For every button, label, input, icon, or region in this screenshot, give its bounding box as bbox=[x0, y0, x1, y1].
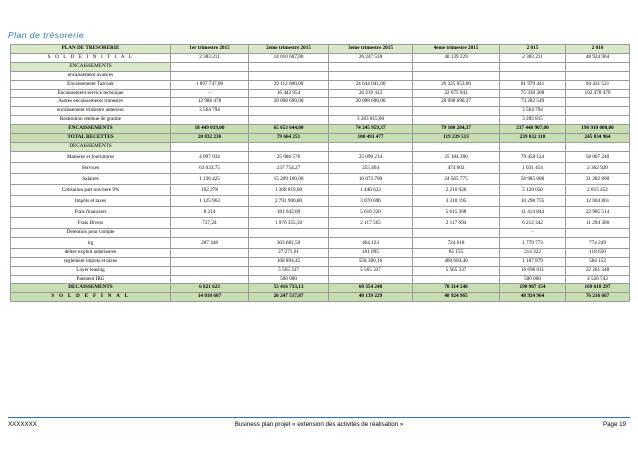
cell-value: 5 615 368 bbox=[413, 206, 500, 217]
cell-value: 3 283 815,00 bbox=[329, 116, 413, 125]
cell-value: 5 565 337 bbox=[329, 266, 413, 275]
cell-value bbox=[329, 107, 413, 116]
cell-value bbox=[566, 107, 630, 116]
cell-value: 3 564 794 bbox=[500, 107, 566, 116]
cell-value: 56 985 000 bbox=[500, 173, 566, 184]
cell-value: 118 650 bbox=[566, 248, 630, 257]
cell-value bbox=[413, 116, 500, 125]
decaissements-section bbox=[11, 142, 630, 151]
cell-value: 16 073 700 bbox=[329, 173, 413, 184]
cell-value: 474 602 bbox=[413, 162, 500, 173]
empty-cell bbox=[413, 142, 500, 151]
cell-value: 20 098 690,00 bbox=[329, 98, 413, 107]
empty-cell bbox=[566, 62, 630, 71]
cell-value: 1 125 963 bbox=[171, 195, 249, 206]
cell-value bbox=[171, 116, 249, 125]
row-label: Cotisation part ouvriere 9% bbox=[11, 184, 171, 195]
cell-value: 6 212 342 bbox=[500, 217, 566, 228]
cell-value: 3 564 794 bbox=[171, 107, 249, 116]
table-row bbox=[11, 248, 630, 257]
footer-title: Business plan projet « extension des activités de réalisation » bbox=[234, 421, 404, 428]
empty-cell bbox=[249, 62, 329, 71]
cell-value: 20 098 690,00 bbox=[249, 98, 329, 107]
cell-value: 75 338 308 bbox=[500, 89, 566, 98]
row-label: Encaissement service technique bbox=[11, 89, 171, 98]
empty-cell bbox=[249, 142, 329, 151]
empty-cell bbox=[329, 142, 413, 151]
cell-value: 2 015 bbox=[500, 45, 566, 54]
cell-value: 3eme trimestre 2015 bbox=[329, 45, 413, 54]
cell-value: 3 070 696 bbox=[329, 195, 413, 206]
table-row bbox=[11, 257, 630, 266]
cell-value bbox=[171, 71, 249, 80]
cell-value: 1 779 773 bbox=[500, 237, 566, 248]
table-row bbox=[11, 173, 630, 184]
cell-value bbox=[566, 116, 630, 125]
section-label: ENCAISSEMENTS bbox=[11, 62, 171, 71]
cell-value: 2 117 565 bbox=[329, 217, 413, 228]
row-label: encaissement avances bbox=[11, 71, 171, 80]
cell-value: 5 610 220 bbox=[329, 206, 413, 217]
table-row bbox=[11, 195, 630, 206]
cell-value: - bbox=[500, 228, 566, 237]
row-label: Services bbox=[11, 162, 171, 173]
cell-value: 40 139 229 bbox=[413, 53, 500, 62]
cell-value: 5 565 337 bbox=[413, 266, 500, 275]
row-label: S O L D E I N I T I A L bbox=[11, 53, 171, 62]
table-header bbox=[11, 45, 630, 54]
cell-value: 1er trimestre 2015 bbox=[171, 45, 249, 54]
cell-value: 25 086 576 bbox=[249, 151, 329, 162]
cell-value bbox=[500, 71, 566, 80]
cell-value: 1 897 747,00 bbox=[171, 80, 249, 89]
footer-left: XXXXXXX bbox=[8, 421, 37, 428]
cell-value: 79 100 284,37 bbox=[413, 125, 500, 134]
cell-value: 20 832 230 bbox=[171, 134, 249, 143]
cell-value bbox=[413, 71, 500, 80]
cell-value: 11 294 368 bbox=[566, 217, 630, 228]
total-recettes-row bbox=[11, 134, 630, 143]
row-label: reglement impots et taxes bbox=[11, 257, 171, 266]
cell-value: 26 325 653,00 bbox=[413, 80, 500, 89]
cell-value: 74 245 959,37 bbox=[329, 125, 413, 134]
table-row bbox=[11, 228, 630, 237]
cell-value bbox=[171, 228, 249, 237]
cell-value: 500 000 bbox=[249, 275, 329, 284]
table-row bbox=[11, 151, 630, 162]
cell-value: 5 128 650 bbox=[500, 184, 566, 195]
cell-value: 76 216 667 bbox=[566, 293, 630, 302]
treasury-table bbox=[10, 44, 630, 302]
cell-value: 12 604 861 bbox=[566, 195, 630, 206]
cell-value: 79 664 251 bbox=[249, 134, 329, 143]
cell-value: 1 136 425 bbox=[171, 173, 249, 184]
empty-cell bbox=[413, 62, 500, 71]
cell-value bbox=[566, 71, 630, 80]
cell-value: 85 155 bbox=[413, 248, 500, 257]
cell-value bbox=[171, 257, 249, 266]
cell-value: 29 112 000,00 bbox=[249, 80, 329, 89]
cell-value: 73 282 549 bbox=[500, 98, 566, 107]
cell-value: 287 348 bbox=[171, 237, 249, 248]
cell-value: 102 278 bbox=[171, 184, 249, 195]
row-label: Frais Divers bbox=[11, 217, 171, 228]
cell-value: 40 139 229 bbox=[329, 293, 413, 302]
cell-value: 237 754,27 bbox=[249, 162, 329, 173]
cell-value: 4 526 743 bbox=[566, 275, 630, 284]
cell-value: 48 924 964 bbox=[500, 293, 566, 302]
cell-value: 26 219 413 bbox=[329, 89, 413, 98]
cell-value: 190 907 154 bbox=[500, 284, 566, 293]
cell-value: 81 979 441 bbox=[500, 80, 566, 89]
cell-value: 102 478 479 bbox=[566, 89, 630, 98]
cell-value: 500 000 bbox=[500, 275, 566, 284]
row-label: Detention pour compte bbox=[11, 228, 171, 237]
cell-value bbox=[413, 228, 500, 237]
table-row bbox=[11, 266, 630, 275]
cell-value: 2 016 bbox=[566, 45, 630, 54]
table-row bbox=[11, 237, 630, 248]
cell-value bbox=[249, 116, 329, 125]
row-label: Matieres et fournitures bbox=[11, 151, 171, 162]
cell-value: 10 298 755 bbox=[500, 195, 566, 206]
row-label: Encaissement Tazrouk bbox=[11, 80, 171, 89]
table-row bbox=[11, 71, 630, 80]
cell-value: 22 261 348 bbox=[566, 266, 630, 275]
cell-value: 558 380,16 bbox=[329, 257, 413, 266]
empty-cell bbox=[171, 142, 249, 151]
cell-value: 727,24 bbox=[171, 217, 249, 228]
cell-value: 70 314 548 bbox=[413, 284, 500, 293]
cell-value: 2eme trimestre 2015 bbox=[249, 45, 329, 54]
cell-value: 53 416 733,13 bbox=[249, 284, 329, 293]
solde-final-row bbox=[11, 293, 630, 302]
cell-value: 15 209 100,00 bbox=[249, 173, 329, 184]
row-label: DECAISSEMENTS bbox=[11, 284, 171, 293]
cell-value: 24 644 041,00 bbox=[329, 80, 413, 89]
cell-value: 11 414 844 bbox=[500, 206, 566, 217]
cell-value: 100 493 477 bbox=[329, 134, 413, 143]
cell-value: 303 682,50 bbox=[249, 237, 329, 248]
row-label: dettes exploit antérieures bbox=[11, 248, 171, 257]
row-label: Autres encaissements trimestre bbox=[11, 98, 171, 107]
row-label: TOTAL RECETTES bbox=[11, 134, 171, 143]
cell-value bbox=[249, 228, 329, 237]
table-row bbox=[11, 80, 630, 89]
row-label: irg bbox=[11, 237, 171, 248]
empty-cell bbox=[566, 142, 630, 151]
cell-value: 245 834 964 bbox=[566, 134, 630, 143]
cell-value: 2 210 920 bbox=[413, 184, 500, 195]
cell-value bbox=[171, 248, 249, 257]
table-row bbox=[11, 162, 630, 173]
total-encaissements-row bbox=[11, 125, 630, 134]
cell-value bbox=[329, 275, 413, 284]
cell-value: 20 098 690,37 bbox=[413, 98, 500, 107]
solde-initial-row bbox=[11, 53, 630, 62]
empty-cell bbox=[500, 142, 566, 151]
cell-value: 3 310 195 bbox=[413, 195, 500, 206]
row-label: Paement IRG bbox=[11, 275, 171, 284]
page-number: Page 19 bbox=[602, 421, 626, 428]
table-row bbox=[11, 116, 630, 125]
table-row bbox=[11, 217, 630, 228]
cell-value: 239 832 118 bbox=[500, 134, 566, 143]
cell-value bbox=[171, 275, 249, 284]
cell-value: 48 924 964 bbox=[566, 53, 630, 62]
cell-value: 18 449 019,00 bbox=[171, 125, 249, 134]
cell-value: 79 458 124 bbox=[500, 151, 566, 162]
cell-value: 27 271,61 bbox=[249, 248, 329, 257]
cell-value bbox=[566, 228, 630, 237]
row-label: Restitution retenue de grantie bbox=[11, 116, 171, 125]
cell-value: 65 653 644,00 bbox=[249, 125, 329, 134]
cell-value: 101 895 bbox=[329, 248, 413, 257]
cell-value: 12 986 478 bbox=[171, 98, 249, 107]
cell-value: 63 633,75 bbox=[171, 162, 249, 173]
cell-value: 1 031 454 bbox=[500, 162, 566, 173]
encaissements-section bbox=[11, 62, 630, 71]
cell-value: 1 976 355,50 bbox=[249, 217, 329, 228]
cell-value: 48 924 965 bbox=[413, 293, 500, 302]
cell-value: 196 910 000,00 bbox=[566, 125, 630, 134]
cell-value: 2 117 694 bbox=[413, 217, 500, 228]
cell-value: 724 618 bbox=[413, 237, 500, 248]
cell-value bbox=[249, 107, 329, 116]
cell-value: 584 152 bbox=[566, 257, 630, 266]
cell-value: 3 283 815 bbox=[500, 116, 566, 125]
cell-value: 460 604,40 bbox=[413, 257, 500, 266]
cell-value: 2 383 211 bbox=[500, 53, 566, 62]
cell-value: 214 322 bbox=[500, 248, 566, 257]
cell-value: 1 368 819,00 bbox=[249, 184, 329, 195]
empty-cell bbox=[171, 62, 249, 71]
cell-value: 14 010 607 bbox=[171, 293, 249, 302]
cell-value: 464 124 bbox=[329, 237, 413, 248]
table-row bbox=[11, 206, 630, 217]
cell-value: 6 821 623 bbox=[171, 284, 249, 293]
cell-value: 24 565 775 bbox=[413, 173, 500, 184]
table-row bbox=[11, 184, 630, 195]
table-row bbox=[11, 275, 630, 284]
cell-value bbox=[413, 275, 500, 284]
cell-value: 26 247 518 bbox=[329, 53, 413, 62]
cell-value: 2 791 900,80 bbox=[249, 195, 329, 206]
total-decaissements-row bbox=[11, 284, 630, 293]
cell-value: 237 448 907,00 bbox=[500, 125, 566, 134]
row-label: PLAN DE TRESORERIE bbox=[11, 45, 171, 54]
cell-value: 4eme trimestre 2015 bbox=[413, 45, 500, 54]
cell-value: 60 354 248 bbox=[329, 284, 413, 293]
cell-value bbox=[329, 71, 413, 80]
cell-value: - bbox=[171, 89, 249, 98]
cell-value: 32 675 941 bbox=[413, 89, 500, 98]
cell-value bbox=[413, 107, 500, 116]
cell-value: 2 383 211 bbox=[171, 53, 249, 62]
cell-value: 168 894,45 bbox=[249, 257, 329, 266]
cell-value: 4 097 034 bbox=[171, 151, 249, 162]
row-label: ENCAISSEMENTS bbox=[11, 125, 171, 134]
row-label: encaissement trimestre anterieur bbox=[11, 107, 171, 116]
cell-value: 26 247 517,87 bbox=[249, 293, 329, 302]
cell-value: 1 187 879 bbox=[500, 257, 566, 266]
empty-cell bbox=[329, 62, 413, 71]
cell-value: 119 239 513 bbox=[413, 134, 500, 143]
cell-value: 255 464 bbox=[329, 162, 413, 173]
cell-value bbox=[171, 266, 249, 275]
table-row bbox=[11, 89, 630, 98]
cell-value: 169 618 297 bbox=[566, 284, 630, 293]
cell-value bbox=[249, 71, 329, 80]
cell-value: 2 362 920 bbox=[566, 162, 630, 173]
cell-value: 5 565 337 bbox=[249, 266, 329, 275]
row-label: Loyer leasing bbox=[11, 266, 171, 275]
row-label: Frais financiers bbox=[11, 206, 171, 217]
cell-value: 774 249 bbox=[566, 237, 630, 248]
cell-value bbox=[566, 98, 630, 107]
cell-value: 58 007 240 bbox=[566, 151, 630, 162]
page-title: Plan de trésorerie bbox=[8, 30, 85, 40]
cell-value: 181 042,00 bbox=[249, 206, 329, 217]
cell-value: 1 446 633 bbox=[329, 184, 413, 195]
cell-value: 22 985 514 bbox=[566, 206, 630, 217]
cell-value: 16 442 954 bbox=[249, 89, 329, 98]
cell-value: 25 090 214 bbox=[329, 151, 413, 162]
row-label: Impôts et taxes bbox=[11, 195, 171, 206]
table-row bbox=[11, 107, 630, 116]
cell-value: 94 431 521 bbox=[566, 80, 630, 89]
table-row bbox=[11, 98, 630, 107]
row-label: Salaires bbox=[11, 173, 171, 184]
cell-value: 2 815 452 bbox=[566, 184, 630, 195]
section-label: DECAISSEMENTS bbox=[11, 142, 171, 151]
cell-value: 14 010 607,00 bbox=[249, 53, 329, 62]
footer-divider bbox=[8, 417, 630, 418]
cell-value: 16 696 011 bbox=[500, 266, 566, 275]
cell-value: 8 214 bbox=[171, 206, 249, 217]
empty-cell bbox=[500, 62, 566, 71]
cell-value: 25 184 280 bbox=[413, 151, 500, 162]
row-label: S O L D E F I N A L bbox=[11, 293, 171, 302]
cell-value: 31 282 800 bbox=[566, 173, 630, 184]
cell-value bbox=[329, 228, 413, 237]
